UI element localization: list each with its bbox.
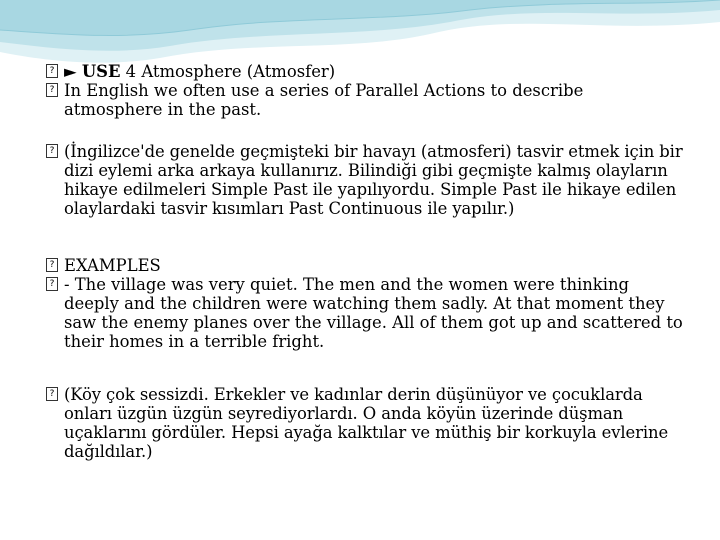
bullet-box-icon: ? <box>46 83 58 97</box>
turkish-intro <box>46 142 686 218</box>
example-turkish-text: (Köy çok sessizdi. Erkekler ve kadınlar derin düşünüyor ve çocuklarda onları üzgün üzgün seyrediyorlardı. O anda köyün üzerinde düşman uçaklarını gördüler. Hepsi ayağa kalktılar ve müthiş bir korkuyla evlerine dağıldılar.) <box>64 385 669 461</box>
turkish-intro-text: (İngilizce'de genelde geçmişteki bir havayı (atmosferi) tasvir etmek için bir dizi eylemi arka arkaya kullanırız. Bilindiği gibi geçmişte kalmış olayların hikaye edilmeleri Simple Past ile yapılıyordu. Simple Past ile hikaye edilen olaylardaki tasvir kısımları Past Continuous ile yapılır.) <box>64 142 683 218</box>
title-use: USE <box>81 62 121 81</box>
title-line <box>46 62 686 81</box>
english-intro-text: In English we often use a series of Parallel Actions to describe atmosphere in the past. <box>64 81 584 119</box>
example-english <box>46 275 686 351</box>
title-text: Atmosphere (Atmosfer) <box>141 62 336 81</box>
bullet-box-icon: ? <box>46 387 58 401</box>
arrow-icon: ► <box>64 62 77 81</box>
example-english-text: - The village was very quiet. The men and the women were thinking deeply and the children were watching them sadly. At that moment they saw the enemy planes over the village. All of them got up and scattered to their homes in a terrible fright. <box>64 275 683 351</box>
bullet-box-icon: ? <box>46 258 58 272</box>
slide-content <box>46 62 686 461</box>
bullet-box-icon: ? <box>46 277 58 291</box>
example-turkish <box>46 385 686 461</box>
examples-heading <box>46 256 686 275</box>
bullet-box-icon: ? <box>46 64 58 78</box>
examples-heading-text: EXAMPLES <box>64 256 161 275</box>
english-intro <box>46 81 686 119</box>
title-number: 4 <box>125 62 137 81</box>
bullet-box-icon: ? <box>46 144 58 158</box>
